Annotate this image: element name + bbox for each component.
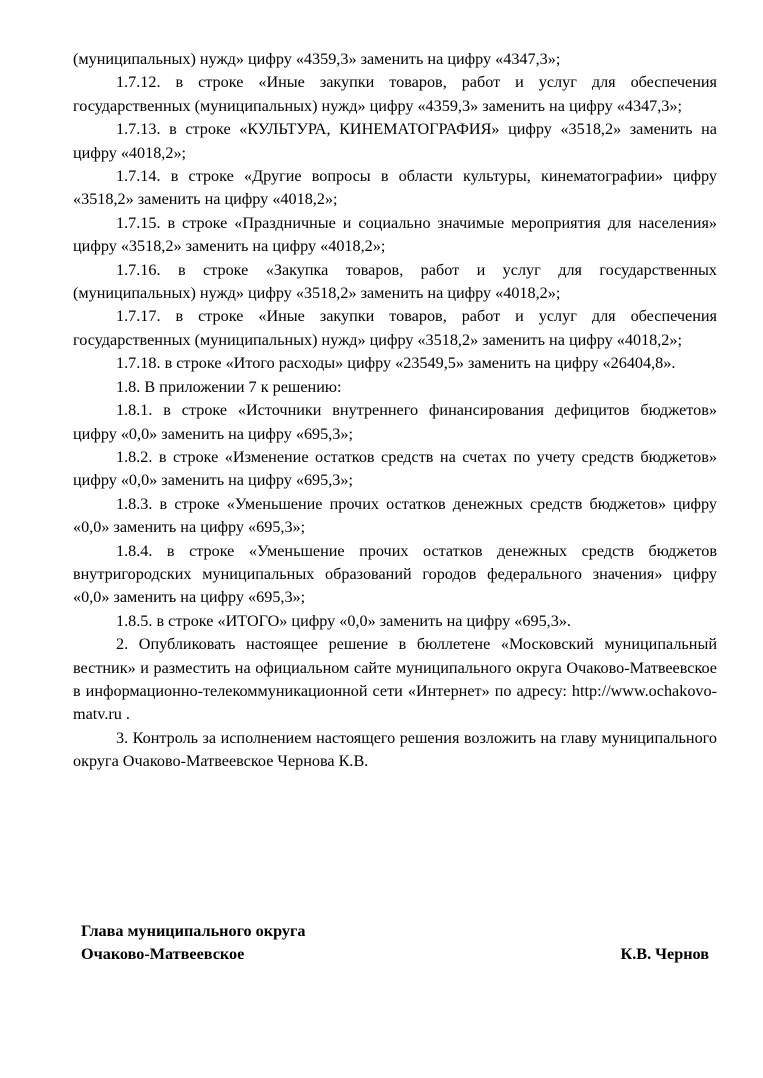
paragraph-1-7-15: 1.7.15. в строке «Праздничные и социально значимые мероприятия для населения» цифру «3518,2» заменить на цифру «4018,2»; <box>73 213 717 256</box>
paragraph-3-control: 3. Контроль за исполнением настоящего решения возложить на главу муниципального округа Очаково-Матвеевское Чернова К.В. <box>73 728 717 771</box>
signature-name: К.В. Чернов <box>620 945 709 964</box>
signature-row <box>81 943 709 966</box>
signature-title-line1: Глава муниципального округа <box>81 922 306 940</box>
paragraph-1-8-3: 1.8.3. в строке «Уменьшение прочих остатков денежных средств бюджетов» цифру «0,0» заменить на цифру «695,3»; <box>73 494 717 537</box>
paragraph-2-publish: 2. Опубликовать настоящее решение в бюллетене «Московский муниципальный вестник» и разместить на официальном сайте муниципального округа Очаково-Матвеевское в информационно-телекоммуникационной сети «Интернет» по адресу: http://www.ochakovo-matv.ru . <box>73 635 717 724</box>
paragraph-1-7-18: 1.7.18. в строке «Итого расходы» цифру «23549,5» заменить на цифру «26404,8». <box>116 354 676 373</box>
paragraph-1-7-14: 1.7.14. в строке «Другие вопросы в области культуры, кинематографии» цифру «3518,2» заменить на цифру «4018,2»; <box>73 167 717 209</box>
paragraph-1-8-1: 1.8.1. в строке «Источники внутреннего финансирования дефицитов бюджетов» цифру «0,0» заменить на цифру «695,3»; <box>73 401 717 443</box>
paragraph-1-7-16: 1.7.16. в строке «Закупка товаров, работ и услуг для государственных (муниципальных) нужд» цифру «3518,2» заменить на цифру «4018,2»; <box>73 260 717 303</box>
paragraph-1-8-5: 1.8.5. в строке «ИТОГО» цифру «0,0» заменить на цифру «695,3». <box>116 611 571 630</box>
signature-block <box>81 920 709 967</box>
paragraph-1-7-17: 1.7.17. в строке «Иные закупки товаров, работ и услуг для обеспечения государственных (муниципальных) нужд» цифру «3518,2» заменить на цифру «4018,2»; <box>73 307 717 349</box>
paragraph-1-8: 1.8. В приложении 7 к решению: <box>116 377 342 396</box>
paragraph-1-8-2: 1.8.2. в строке «Изменение остатков средств на счетах по учету средств бюджетов» цифру «0,0» заменить на цифру «695,3»; <box>73 447 717 490</box>
paragraph-1-7-13: 1.7.13. в строке «КУЛЬТУРА, КИНЕМАТОГРАФИЯ» цифру «3518,2» заменить на цифру «4018,2»; <box>73 120 717 162</box>
paragraph-1-8-4: 1.8.4. в строке «Уменьшение прочих остатков денежных средств бюджетов внутригородских муниципальных образований городов федерального значения» цифру «0,0» заменить на цифру «695,3»; <box>73 541 717 607</box>
paragraph-1-7-12: 1.7.12. в строке «Иные закупки товаров, работ и услуг для обеспечения государственных (муниципальных) нужд» цифру «4359,3» заменить на цифру «4347,3»; <box>73 73 717 115</box>
document-body <box>73 48 717 774</box>
signature-title-line2: Очаково-Матвеевское <box>81 945 245 964</box>
paragraph-continuation: (муниципальных) нужд» цифру «4359,3» заменить на цифру «4347,3»; <box>73 50 561 68</box>
